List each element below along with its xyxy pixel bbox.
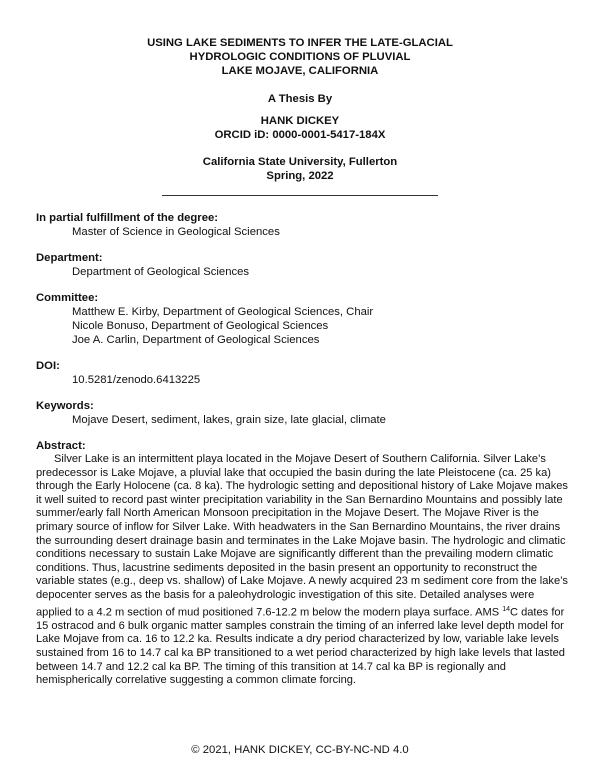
thesis-date: Spring, 2022 <box>266 170 334 182</box>
abstract-section <box>36 439 570 688</box>
department-value: Department of Geological Sciences <box>72 266 250 278</box>
institution-name: California State University, Fullerton <box>202 156 398 168</box>
title-line: HYDROLOGIC CONDITIONS OF PLUVIAL <box>189 51 411 63</box>
committee-section <box>36 291 570 347</box>
abstract-text-part: Silver Lake is an intermittent playa located in the Mojave Desert of Southern California. Silver Lake’s predecessor is Lake Mojave, a pluvial lake that occupied the basin during the late Pleistocene (ca. 25 ka) through the Early Holocene (ca. 8 ka). The hydrologic setting and depositional history of Lake Mojave makes it well suited to record past winter precipitation variability in the San Bernardino Mountains and possibly late summer/early fall North American Monsoon precipitation in the Mojave Desert. The Mojave River is the primary source of inflow for Silver Lake. With headwaters in the San Bernardino Mountains, the river drains the surrounding desert drainage basin and terminates in the Lake Mojave basin. The hydrologic and climatic conditions necessary to sustain Lake Mojave are significantly different than the prevailing modern climatic conditions. Thus, lacustrine sediments deposited in the basin present an opportunity to reconstruct the variable states (e.g., deep vs. shallow) of Lake Mojave. A newly acquired 23 m sediment core from the lake’s depocenter serves as the basis for a paleohydrologic investigation of this site. Detailed analyses were applied to a 4.2 m section of mud positioned 7.6-12.2 m below the modern playa surface. AMS <box>36 453 568 619</box>
degree-value: Master of Science in Geological Sciences <box>72 226 280 238</box>
committee-member: Nicole Bonuso, Department of Geological Sciences <box>72 320 329 332</box>
doi-section <box>36 359 570 387</box>
keywords-label: Keywords: <box>36 400 94 412</box>
metadata-sections <box>36 211 570 700</box>
institution-block <box>0 155 600 183</box>
committee-member: Matthew E. Kirby, Department of Geological Sciences, Chair <box>72 306 374 318</box>
carbon-14-superscript: 14 <box>502 605 510 613</box>
doi-label: DOI: <box>36 360 60 372</box>
committee-label: Committee: <box>36 292 99 304</box>
author-name: HANK DICKEY <box>260 115 340 127</box>
copyright-footer: © 2021, HANK DICKEY, CC-BY-NC-ND 4.0 <box>191 744 409 756</box>
doi-value[interactable]: 10.5281/zenodo.6413225 <box>72 374 201 386</box>
department-label: Department: <box>36 252 103 264</box>
keywords-section <box>36 399 570 427</box>
keywords-value: Mojave Desert, sediment, lakes, grain size, late glacial, climate <box>72 414 386 426</box>
committee-member: Joe A. Carlin, Department of Geological Sciences <box>72 334 320 346</box>
department-section <box>36 251 570 279</box>
degree-section <box>36 211 570 239</box>
abstract-text <box>36 453 570 688</box>
abstract-label: Abstract: <box>36 440 86 452</box>
divider <box>162 195 438 196</box>
author-orcid: ORCID iD: 0000-0001-5417-184X <box>214 129 386 141</box>
thesis-title <box>0 36 600 78</box>
title-line: USING LAKE SEDIMENTS TO INFER THE LATE-GLACIAL <box>147 37 453 49</box>
author-block <box>0 114 600 142</box>
title-line: LAKE MOJAVE, CALIFORNIA <box>221 65 379 77</box>
abstract-text-part: C dates for 15 ostracod and 6 bulk organic matter samples constrain the timing of an inferred lake level depth model for Lake Mojave from ca. 16 to 12.2 ka. Results indicate a dry period characterized by low, variable lake levels sustained from 16 to 14.7 cal ka BP transitioned to a wet period characterized by high lake levels that lasted between 14.7 and 12.2 cal ka BP. The timing of this transition at 14.7 cal ka BP is regionally and hemispherically correlative suggesting a common climate forcing. <box>36 606 565 687</box>
byline: A Thesis By <box>267 93 333 105</box>
degree-label: In partial fulfillment of the degree: <box>36 212 219 224</box>
